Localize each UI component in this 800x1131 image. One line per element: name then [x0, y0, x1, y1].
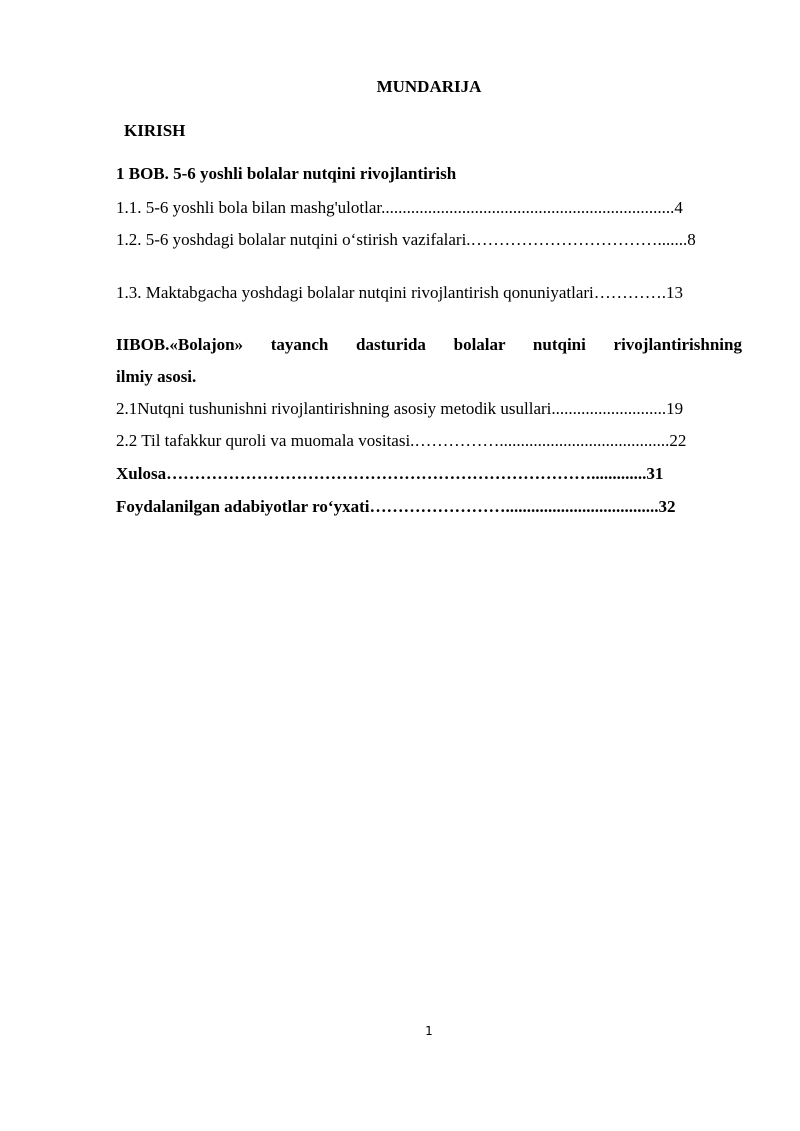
chapter-2-heading-line1: IIBOB.«Bolajon» tayanch dasturida bolalar nutqini rivojlantirishning [116, 335, 742, 354]
page-number: 1 [425, 1024, 433, 1038]
toc-title: MUNDARIJA [376, 77, 482, 96]
toc-entry-1-3: 1.3. Maktabgacha yoshdagi bolalar nutqini rivojlantirish qonuniyatlari………….13 [116, 283, 684, 302]
chapter-2-heading-line2: ilmiy asosi. [116, 367, 197, 386]
toc-entry-2-2: 2.2 Til tafakkur quroli va muomala vositasi.……………........................................22 [116, 431, 687, 450]
toc-entry-1-1: 1.1. 5-6 yoshli bola bilan mashg'ulotlar.....................................................................4 [116, 198, 683, 217]
toc-intro: KIRISH [124, 121, 186, 140]
toc-entry-1-2: 1.2. 5-6 yoshdagi bolalar nutqini o‘stirish vazifalari.…………………………….......8 [116, 230, 696, 249]
toc-conclusion: Xulosa………………………………………………………………….............31 [116, 464, 664, 483]
toc-entry-2-1: 2.1Nutqni tushunishni rivojlantirishning asosiy metodik usullari...........................19 [116, 399, 684, 418]
toc-references: Foydalanilgan adabiyotlar ro‘yxati……………………....................................32 [116, 497, 676, 516]
chapter-1-heading: 1 BOB. 5-6 yoshli bolalar nutqini rivojlantirish [116, 164, 457, 183]
